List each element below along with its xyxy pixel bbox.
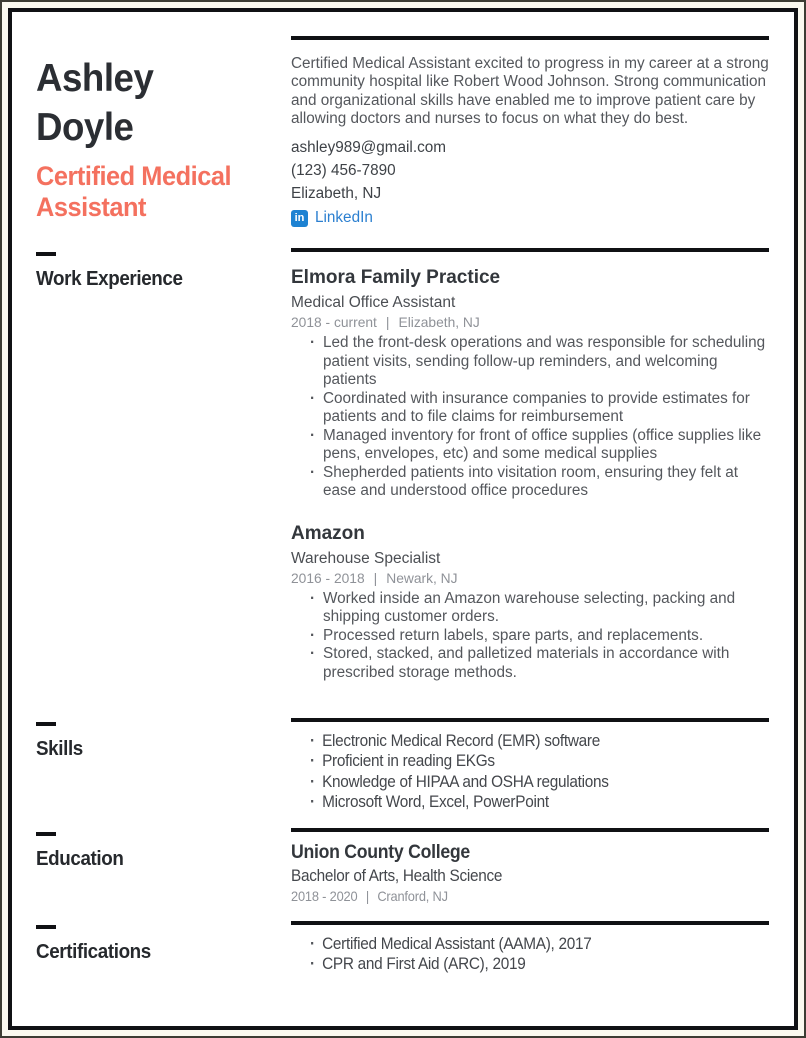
header-right-column	[291, 12, 769, 248]
job-company: Amazon	[291, 522, 365, 544]
location-text: Elizabeth, NJ	[291, 184, 382, 202]
skill-item: · Proficient in reading EKGs	[310, 751, 737, 771]
meta-separator: |	[365, 889, 369, 904]
summary-text: Certified Medical Assistant excited to progress in my career at a strong community hospital like Robert Wood Johnson. Strong communication and organizational skills have enabled me to improve patient care by allowing doctors and nurses to focus on what they do best.	[291, 55, 769, 128]
skills-list	[291, 731, 769, 813]
job-location: Elizabeth, NJ	[398, 315, 480, 330]
skills-section	[36, 718, 769, 828]
job-meta	[291, 314, 769, 332]
linkedin-row	[291, 210, 769, 227]
skills-left-column	[36, 718, 291, 828]
job-bullet: · Coordinated with insurance companies to provide estimates for patients and to file claims for reimbursement	[310, 390, 769, 427]
divider-rule-header	[291, 36, 769, 40]
education-meta	[291, 888, 736, 906]
skill-item: · Microsoft Word, Excel, PowerPoint	[310, 792, 737, 812]
job-bullet: · Led the front-desk operations and was responsible for scheduling patient visits, sending follow-up reminders, and welcoming patients	[310, 334, 769, 390]
divider-rule-certifications	[291, 921, 769, 925]
skills-right-column	[291, 718, 769, 828]
divider-rule-skills	[291, 718, 769, 722]
linkedin-icon[interactable]: in	[291, 210, 308, 227]
certifications-left-column	[36, 921, 291, 1026]
job-company: Elmora Family Practice	[291, 267, 501, 288]
job-bullet-list	[291, 590, 769, 683]
divider-rule-work	[291, 248, 769, 252]
education-location: Cranford, NJ	[377, 889, 448, 904]
education-school: Union County College	[291, 842, 470, 863]
header-section	[36, 12, 769, 248]
work-experience-section	[36, 248, 769, 718]
section-heading-certifications: Certifications	[36, 941, 151, 963]
meta-separator: |	[385, 315, 390, 330]
job-bullet: · Shepherded patients into visitation room, ensuring they felt at ease and understood office procedures	[310, 464, 769, 501]
job-bullet-list	[291, 334, 769, 501]
job-dates: 2018 - current	[291, 315, 377, 330]
job-role: Medical Office Assistant	[291, 294, 456, 311]
email-text: ashley989@gmail.com	[291, 138, 446, 156]
linkedin-link[interactable]: LinkedIn	[315, 209, 373, 227]
work-left-column	[36, 248, 291, 718]
candidate-title: Certified Medical Assistant	[36, 161, 232, 222]
education-dates: 2018 - 2020	[291, 889, 358, 904]
job-entry	[291, 266, 769, 501]
section-heading-education: Education	[36, 848, 124, 870]
section-heading-work-experience: Work Experience	[36, 268, 183, 290]
skill-item: · Knowledge of HIPAA and OSHA regulations	[310, 772, 737, 792]
section-dash-work	[36, 252, 56, 256]
education-degree: Bachelor of Arts, Health Science	[291, 867, 503, 885]
certification-item: · CPR and First Aid (ARC), 2019	[310, 954, 737, 974]
job-bullet: · Managed inventory for front of office supplies (office supplies like pens, envelopes, etc) and some medical supplies	[310, 427, 769, 464]
job-bullet: · Processed return labels, spare parts, and replacements.	[310, 627, 769, 646]
section-dash-education	[36, 832, 56, 836]
section-dash-skills	[36, 722, 56, 726]
phone-text: (123) 456-7890	[291, 161, 396, 179]
work-right-column	[291, 248, 769, 718]
certifications-section	[36, 921, 769, 1026]
certifications-right-column	[291, 921, 769, 1026]
certifications-list	[291, 934, 769, 975]
job-dates: 2016 - 2018	[291, 570, 365, 586]
education-section	[36, 828, 769, 921]
certification-item: · Certified Medical Assistant (AAMA), 2017	[310, 934, 737, 954]
divider-rule-education	[291, 828, 769, 832]
job-bullet: · Worked inside an Amazon warehouse selecting, packing and shipping customer orders.	[310, 590, 769, 627]
education-left-column	[36, 828, 291, 921]
job-bullet: · Stored, stacked, and palletized materials in accordance with prescribed storage methods.	[310, 645, 769, 682]
job-meta	[291, 570, 769, 588]
resume-frame	[8, 8, 798, 1030]
education-right-column	[291, 828, 769, 921]
job-role: Warehouse Specialist	[291, 549, 441, 567]
header-left-column	[36, 12, 291, 248]
job-location: Newark, NJ	[386, 570, 458, 586]
section-heading-skills: Skills	[36, 738, 83, 760]
meta-separator: |	[373, 570, 378, 586]
skill-item: · Electronic Medical Record (EMR) software	[310, 731, 737, 751]
job-entry	[291, 522, 769, 683]
section-dash-certifications	[36, 925, 56, 929]
candidate-name: Ashley Doyle	[36, 57, 154, 149]
